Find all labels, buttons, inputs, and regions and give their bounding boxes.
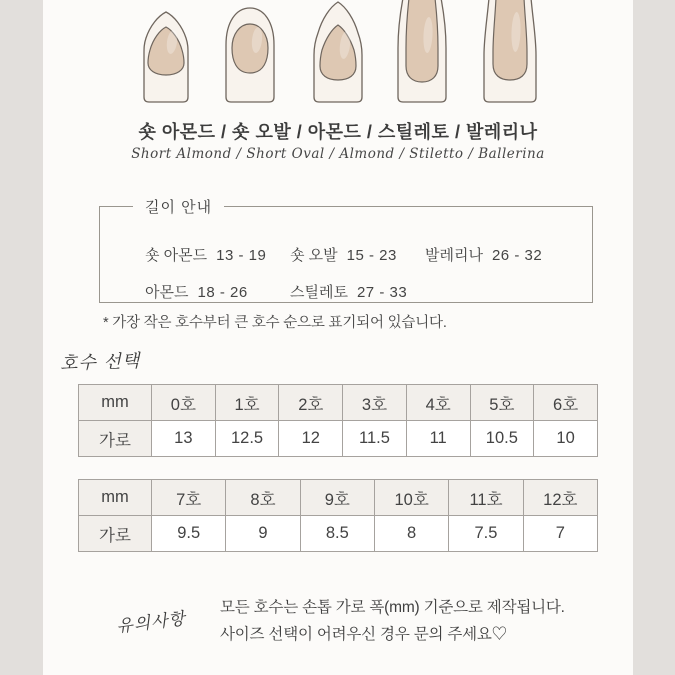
notice-line: 사이즈 선택이 어려우신 경우 문의 주세요♡ (220, 626, 507, 643)
notice-heading: 유의사항 (115, 608, 187, 638)
table-header-row (79, 385, 598, 421)
size-table-7-12 (78, 479, 598, 552)
header-cell: 9호 (300, 480, 374, 516)
length-guide-entry-range: 18 - 26 (197, 284, 248, 301)
value-cell: 8.5 (300, 516, 374, 552)
value-cell: 9.5 (152, 516, 226, 552)
header-cell: 5호 (470, 385, 534, 421)
length-guide-entry-range: 15 - 23 (346, 247, 397, 264)
length-guide-entry (425, 244, 542, 265)
length-guide-entry (145, 281, 248, 302)
header-cell: 8호 (226, 480, 300, 516)
nail-short-oval (226, 8, 274, 102)
header-cell: mm (79, 480, 152, 516)
length-guide-entry (290, 281, 407, 302)
value-cell: 12 (279, 421, 343, 457)
length-guide-entry-name: 숏 아몬드 (145, 247, 208, 264)
size-selection-heading: 호수 선택 (59, 350, 141, 375)
header-cell: 3호 (343, 385, 407, 421)
value-cell: 8 (374, 516, 448, 552)
table-header-row (79, 480, 598, 516)
header-cell: 12호 (523, 480, 597, 516)
nail-short-almond (144, 12, 188, 102)
header-cell: 2호 (279, 385, 343, 421)
header-cell: 1호 (215, 385, 279, 421)
length-guide-box (99, 196, 593, 303)
length-guide-entry-name: 숏 오발 (290, 247, 338, 264)
length-guide-entry-name: 스틸레토 (290, 284, 348, 301)
shape-names-korean: 숏 아몬드 / 숏 오발 / 아몬드 / 스틸레토 / 발레리나 (138, 122, 538, 142)
header-cell: 6호 (534, 385, 598, 421)
notice-text (220, 594, 565, 648)
header-cell: 10호 (374, 480, 448, 516)
value-cell: 9 (226, 516, 300, 552)
length-guide-title: 길이 안내 (145, 199, 213, 216)
size-table-0-6 (78, 384, 598, 457)
header-cell: 11호 (449, 480, 523, 516)
nail-almond (314, 2, 362, 102)
value-cell: 10.5 (470, 421, 534, 457)
nail-stiletto (398, 0, 446, 102)
shape-names-english: Short Almond / Short Oval / Almond / Stiletto / Ballerina (131, 146, 545, 162)
row-label-cell: 가로 (79, 421, 152, 457)
nail-shapes-illustration (0, 0, 675, 115)
length-guide-entry (145, 244, 266, 265)
length-guide-entry-range: 27 - 33 (356, 284, 408, 301)
value-cell: 11.5 (343, 421, 407, 457)
value-cell: 7 (523, 516, 597, 552)
length-guide-entry-name: 아몬드 (145, 284, 189, 301)
value-cell: 7.5 (449, 516, 523, 552)
value-cell: 11 (406, 421, 470, 457)
value-cell: 12.5 (215, 421, 279, 457)
length-guide-entry-range: 26 - 32 (491, 247, 543, 264)
header-cell: 7호 (152, 480, 226, 516)
table-value-row (79, 516, 598, 552)
length-guide-note: * 가장 작은 호수부터 큰 호수 순으로 표기되어 있습니다. (103, 315, 447, 331)
length-guide-entry-range: 13 - 19 (216, 247, 267, 264)
length-guide-entry-name: 발레리나 (425, 247, 483, 264)
value-cell: 10 (534, 421, 598, 457)
notice-line: 모든 호수는 손톱 가로 폭(mm) 기준으로 제작됩니다. (220, 599, 565, 616)
table-value-row (79, 421, 598, 457)
length-guide-entry (290, 244, 397, 265)
nail-ballerina (484, 0, 536, 102)
header-cell: mm (79, 385, 152, 421)
value-cell: 13 (152, 421, 216, 457)
header-cell: 0호 (152, 385, 216, 421)
header-cell: 4호 (406, 385, 470, 421)
row-label-cell: 가로 (79, 516, 152, 552)
